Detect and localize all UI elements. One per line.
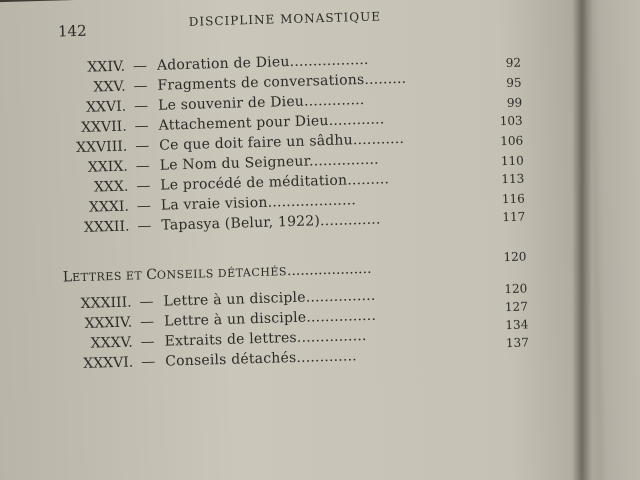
chapter-numeral: XXIX. [87,158,128,176]
entry-dash: — [141,353,156,371]
entry-title: Le souvenir de Dieu............. [157,91,365,114]
entry-title: Fragments de conversations......... [157,70,407,94]
entry-title: Attachement pour Dieu............ [158,111,385,134]
entry-title: Adoration de Dieu................. [156,51,369,74]
chapter-numeral: XXXVI. [83,354,134,372]
section-title-small: ONSEILS DÉTACHÉS [156,265,288,282]
section-leaders: ................... [286,260,372,280]
entry-page: 117 [502,209,526,225]
entry-title: La vraie vision................... [160,192,357,214]
entry-title: Le Nom du Seigneur............... [159,151,379,174]
entry-page: 113 [501,171,525,187]
section-title-cap: L [62,269,73,286]
chapter-numeral: XXIV. [87,58,126,76]
entry-page: 95 [506,75,522,90]
entry-page: 134 [505,317,529,333]
entry-dash: — [133,78,148,95]
entry-dash: — [139,293,154,311]
section-heading [63,258,372,286]
section-page: 120 [503,249,527,265]
chapter-numeral: XXV. [93,78,126,96]
entry-dash: — [137,217,152,235]
chapter-numeral: XXXV. [90,334,133,352]
running-head: DISCIPLINE MONASTIQUE [188,9,382,29]
entry-title: Lettre à un disciple............... [163,307,377,330]
entry-dash: — [132,58,148,75]
chapter-numeral: XXXII. [83,218,130,236]
entry-title: Le procédé de méditation......... [160,171,390,194]
entry-page: 120 [504,281,528,297]
entry-page: 116 [501,191,526,207]
entry-page: 106 [500,133,524,149]
entry-page: 110 [500,153,524,169]
entry-dash: — [139,313,155,331]
chapter-numeral: XXXIII. [80,294,132,312]
entry-dash: — [135,157,150,175]
entry-page: 137 [505,335,530,351]
page-number: 142 [57,21,87,41]
chapter-numeral: XXXIV. [84,314,133,332]
chapter-numeral: XXXI. [88,198,130,216]
entry-title: Conseils détachés............. [165,348,358,370]
chapter-numeral: XXX. [93,178,129,196]
entry-dash: — [134,117,149,135]
chapter-numeral: XXVIII. [75,138,128,157]
entry-title: Ce que doit faire un sâdhu........... [158,130,405,154]
chapter-numeral: XXVI. [85,98,127,116]
entry-dash: — [133,97,149,115]
entry-dash: — [136,177,151,195]
entry-title: Lettre à un disciple............... [163,287,376,310]
entry-dash: — [134,137,150,155]
entry-dash: — [140,333,155,351]
section-title-cap: C [146,266,158,284]
entry-page: 99 [506,95,523,110]
chapter-numeral: XXVII. [80,118,127,136]
entry-dash: — [136,197,152,215]
section-title-small: ETTRES ET [71,269,147,285]
entry-page: 92 [505,55,522,70]
entry-title: Extraits de lettres............... [164,327,367,350]
entry-page: 103 [499,113,523,129]
book-gutter [572,0,592,480]
entry-page: 127 [504,299,529,315]
entry-title: Tapasya (Belur, 1922)............. [161,211,381,234]
